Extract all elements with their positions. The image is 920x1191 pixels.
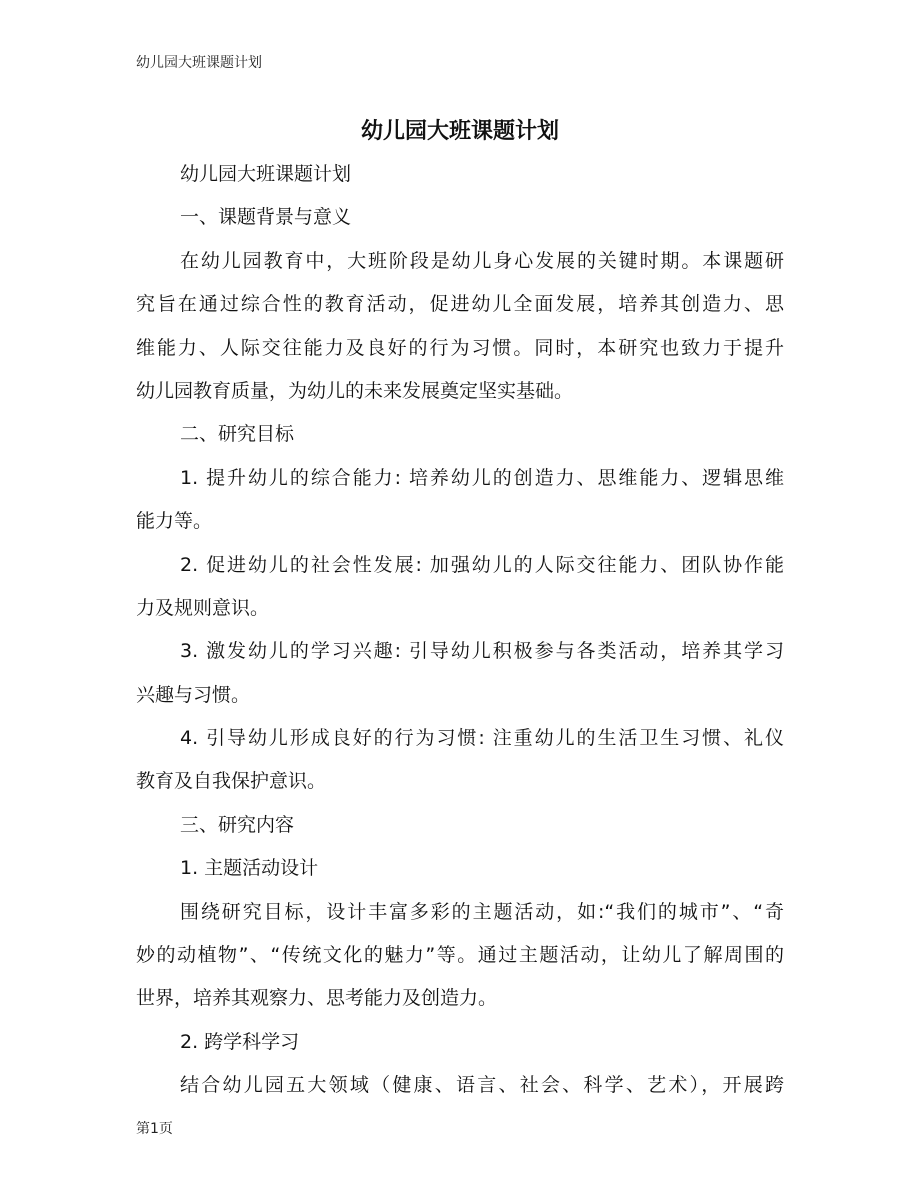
paragraph bbox=[136, 457, 784, 544]
paragraph bbox=[136, 1021, 784, 1064]
running-header: 幼儿园大班课题计划 bbox=[136, 55, 262, 71]
paragraph bbox=[136, 544, 784, 631]
document-title: 幼儿园大班课题计划 bbox=[360, 119, 559, 144]
text-line: 围绕研究目标，设计丰富多彩的主题活动，如:“我们的城市”、“奇 bbox=[180, 900, 784, 923]
text-line: 2. 促进幼儿的社会性发展: 加强幼儿的人际交往能力、团队协作能 bbox=[180, 553, 784, 576]
paragraph bbox=[136, 630, 784, 717]
text-line: 在幼儿园教育中，大班阶段是幼儿身心发展的关键时期。本课题研 bbox=[180, 249, 784, 272]
text-line: 一、课题背景与意义 bbox=[180, 206, 352, 229]
text-line: 幼儿园教育质量，为幼儿的未来发展奠定坚实基础。 bbox=[136, 379, 574, 402]
paragraph bbox=[136, 717, 784, 804]
text-line: 1. 提升幼儿的综合能力: 培养幼儿的创造力、思维能力、逻辑思维 bbox=[180, 466, 784, 489]
text-line: 3. 激发幼儿的学习兴趣: 引导幼儿积极参与各类活动，培养其学习 bbox=[180, 640, 784, 663]
paragraph bbox=[136, 413, 784, 456]
text-line: 究旨在通过综合性的教育活动，促进幼儿全面发展，培养其创造力、思 bbox=[136, 293, 784, 316]
paragraph bbox=[136, 891, 784, 1021]
text-line: 妙的动植物”、“传统文化的魅力”等。通过主题活动，让幼儿了解周围的 bbox=[136, 944, 784, 967]
text-line: 世界，培养其观察力、思考能力及创造力。 bbox=[136, 987, 498, 1010]
text-line: 结合幼儿园五大领域（健康、语言、社会、科学、艺术），开展跨 bbox=[180, 1074, 784, 1097]
text-line: 三、研究内容 bbox=[180, 813, 295, 836]
paragraph bbox=[136, 847, 784, 890]
text-line: 力及规则意识。 bbox=[136, 596, 270, 619]
document-body bbox=[136, 153, 784, 1108]
text-line: 2. 跨学科学习 bbox=[180, 1030, 300, 1053]
paragraph bbox=[136, 804, 784, 847]
text-line: 能力等。 bbox=[136, 510, 213, 533]
paragraph bbox=[136, 1064, 784, 1107]
text-line: 教育及自我保护意识。 bbox=[136, 770, 327, 793]
text-line: 二、研究目标 bbox=[180, 423, 295, 446]
paragraph bbox=[136, 240, 784, 414]
page-number: 第1页 bbox=[136, 1121, 173, 1137]
text-line: 幼儿园大班课题计划 bbox=[180, 163, 352, 185]
text-line: 4. 引导幼儿形成良好的行为习惯: 注重幼儿的生活卫生习惯、礼仪 bbox=[180, 727, 784, 750]
paragraph bbox=[136, 153, 784, 196]
text-line: 兴趣与习惯。 bbox=[136, 683, 251, 706]
paragraph bbox=[136, 196, 784, 239]
text-line: 1. 主题活动设计 bbox=[180, 857, 319, 880]
text-line: 维能力、人际交往能力及良好的行为习惯。同时，本研究也致力于提升 bbox=[136, 336, 784, 359]
